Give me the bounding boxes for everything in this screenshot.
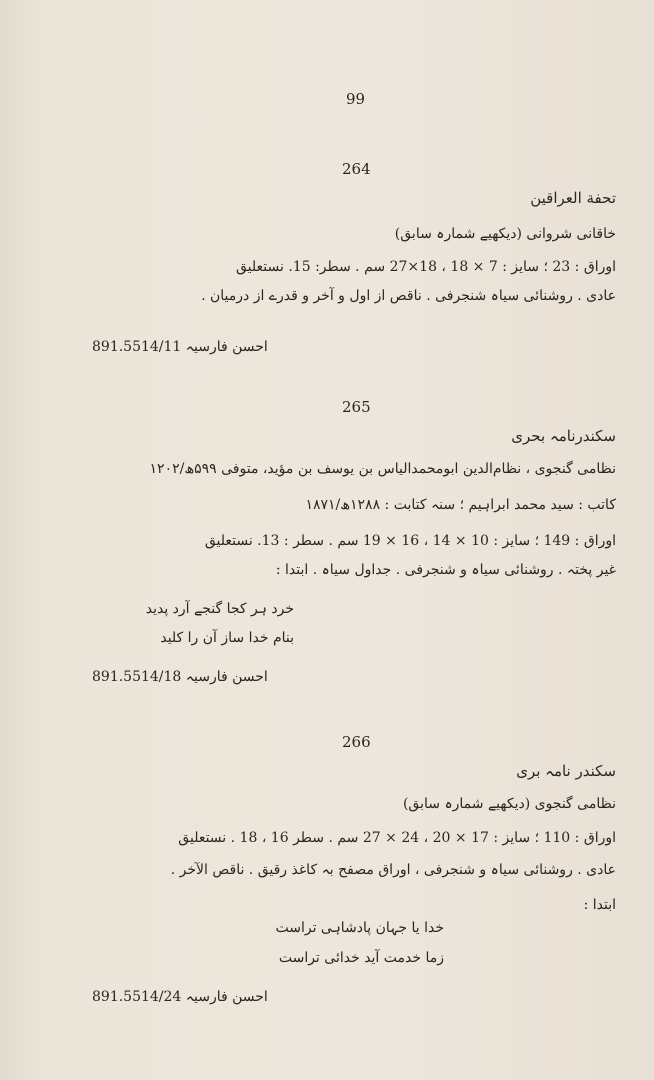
entry-description: اوراق : 149 ؛ سایز : 10 × 14 ، 16 × 19 سم . سطر : 13. نستعلیق — [204, 533, 616, 549]
entry-number: 266 — [342, 733, 371, 751]
entry-description: عادی . روشنائی سیاہ شنجرفی . ناقص از اول و آخر و قدرے از درمیان . — [201, 288, 616, 304]
verse-line: بنام خدا ساز آن را کلید — [160, 630, 294, 646]
entry-author: نظامی گنجوی ، نظام‌الدین ابومحمدالیاس بن یوسف بن مؤید، متوفی ۵۹۹ھ/۱۲۰۲ — [149, 461, 616, 477]
entry-title: سکندرنامہ بحری — [511, 427, 616, 445]
shelfmark: احسن فارسیہ 891.5514/24 — [92, 989, 268, 1005]
verse-line: خرد ہر کجا گنجے آرد پدید — [145, 601, 294, 617]
entry-title: تحفة العراقين — [530, 189, 616, 207]
shelfmark: احسن فارسیہ 891.5514/18 — [92, 669, 268, 685]
shelfmark: احسن فارسیہ 891.5514/11 — [92, 339, 268, 355]
entry-description: اوراق : 110 ؛ سایز : 17 × 20 ، 24 × 27 سم . سطر 16 ، 18 . نستعلیق — [178, 830, 616, 846]
verse-line: خدا یا جہان پادشاہی تراست — [275, 920, 444, 936]
entry-description: ابتدا : — [583, 897, 616, 913]
entry-author: نظامی گنجوی (دیکھیے شمارہ سابق) — [402, 796, 616, 812]
entry-scribe: کاتب : سید محمد ابراہیم ؛ سنہ کتابت : ۱۲۸۸ھ/۱۸۷۱ — [305, 497, 616, 513]
verse-line: زما خدمت آید خدائی تراست — [278, 950, 444, 966]
entry-title: سکندر نامہ بری — [516, 762, 616, 780]
entry-number: 265 — [342, 398, 371, 416]
entry-description: اوراق : 23 ؛ سایز : 7 × 18 ، 18×27 سم . سطر: 15. نستعلیق — [235, 259, 616, 275]
entry-description: غیر پختہ . روشنائی سیاہ و شنجرفی . جداول سیاہ . ابتدا : — [275, 562, 616, 578]
page-number: 99 — [346, 90, 366, 108]
entry-number: 264 — [342, 160, 371, 178]
entry-author: خاقانی شروانی (دیکھیے شمارہ سابق) — [394, 226, 616, 242]
entry-description: عادی . روشنائی سیاہ و شنجرفی ، اوراق مصفح بہ کاغذ رقیق . ناقص الآخر . — [170, 862, 616, 878]
